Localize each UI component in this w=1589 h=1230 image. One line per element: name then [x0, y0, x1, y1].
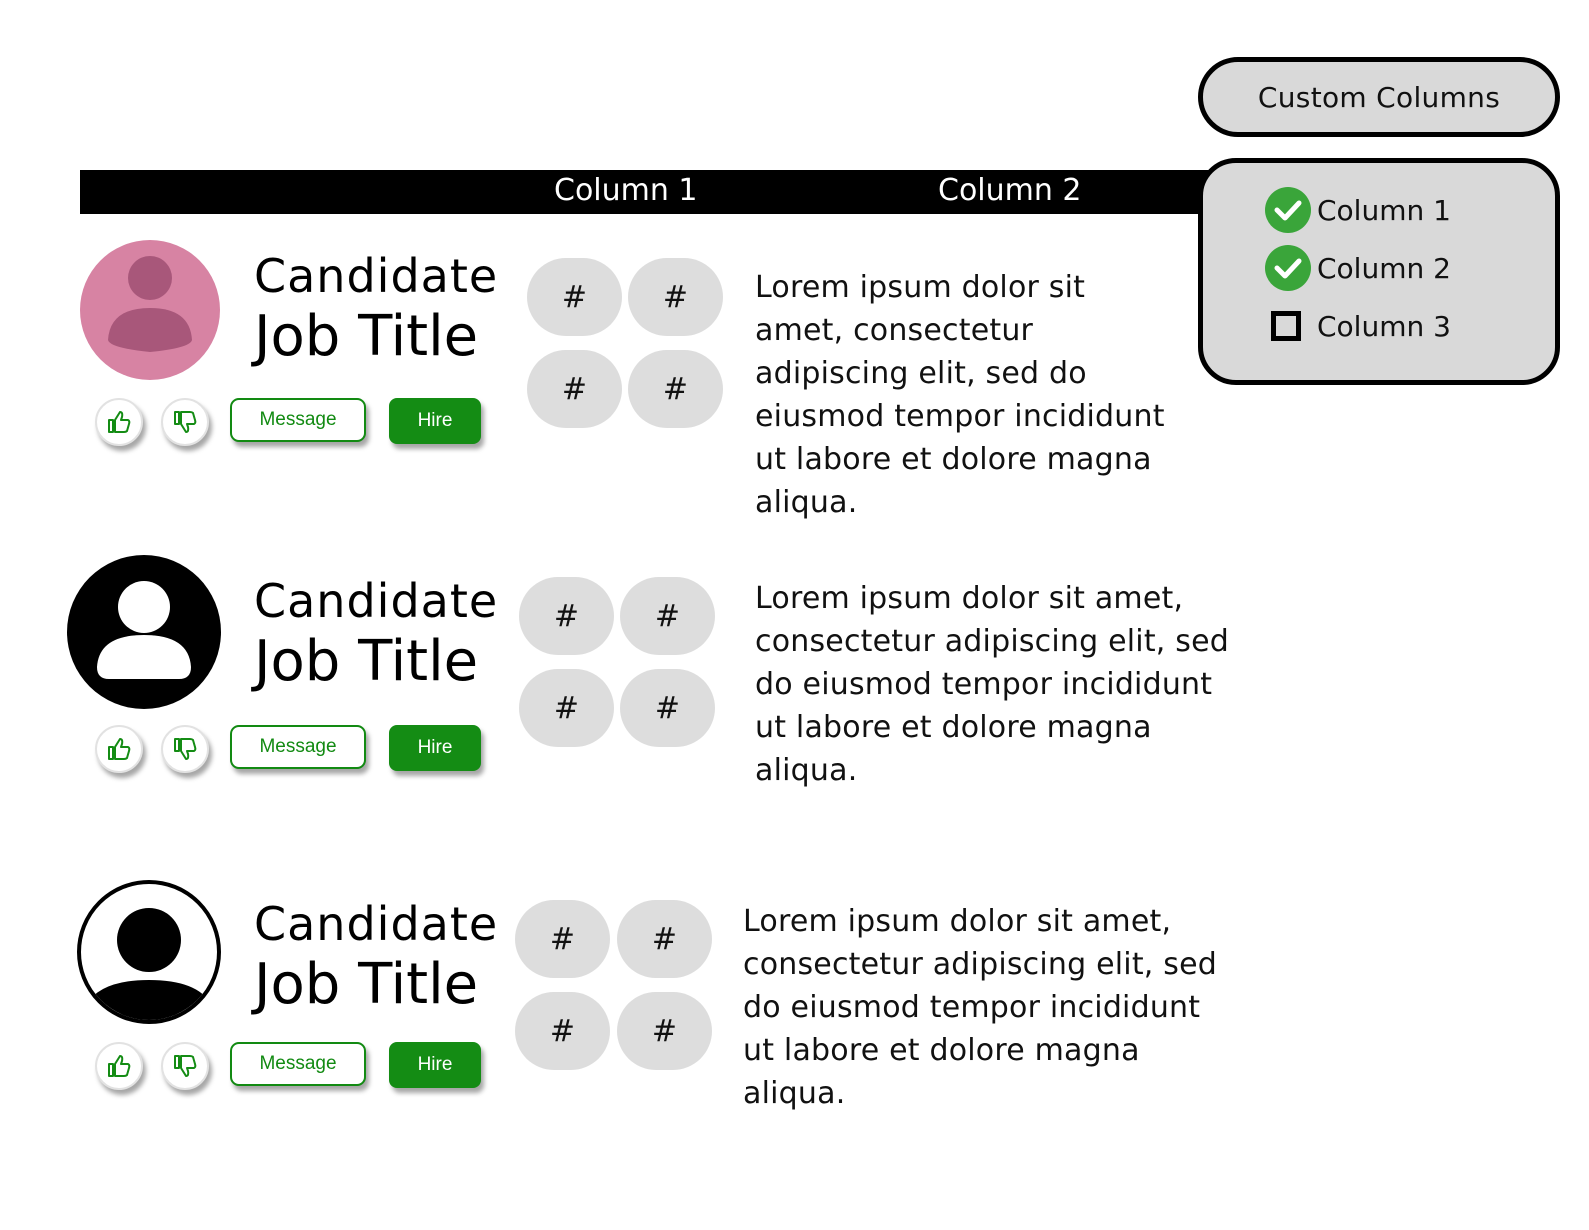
message-button[interactable]: Message: [230, 1042, 366, 1086]
checked-icon[interactable]: [1265, 245, 1311, 291]
stat-pill: #: [617, 900, 712, 978]
thumbs-up-button[interactable]: [95, 398, 143, 446]
thumbs-down-icon: [172, 409, 198, 435]
thumbs-down-icon: [172, 1053, 198, 1079]
column-option-label: Column 3: [1317, 309, 1451, 343]
stat-pill: #: [527, 258, 622, 336]
stat-pill: #: [620, 669, 715, 747]
candidate-description: Lorem ipsum dolor sit amet, consectetur adipiscing elit, sed do eiusmod tempor incididunt ut labore et dolore magna aliqua.: [755, 581, 1229, 788]
candidate-description: Lorem ipsum dolor sit amet, consectetur adipiscing elit, sed do eiusmod tempor incididunt ut labore et dolore magna aliqua.: [755, 270, 1165, 520]
thumbs-up-icon: [106, 409, 132, 435]
message-button[interactable]: Message: [230, 398, 366, 442]
thumbs-up-button[interactable]: [95, 725, 143, 773]
hire-button[interactable]: Hire: [389, 1042, 481, 1088]
thumbs-down-button[interactable]: [161, 1042, 209, 1090]
thumbs-up-icon: [106, 1053, 132, 1079]
candidate-row: [0, 880, 1589, 1180]
column-option-3[interactable]: [1265, 302, 1451, 350]
header-column-2: Column 2: [938, 173, 1082, 208]
candidate-name: Candidate: [254, 897, 499, 951]
candidate-name: Candidate: [254, 574, 499, 628]
thumbs-down-button[interactable]: [161, 398, 209, 446]
thumbs-down-icon: [172, 736, 198, 762]
column-option-1[interactable]: [1265, 186, 1451, 234]
custom-columns-dropdown: [1198, 158, 1560, 385]
stat-pill: #: [515, 900, 610, 978]
column-option-label: Column 2: [1317, 251, 1451, 285]
stat-pill: #: [519, 669, 614, 747]
checked-icon[interactable]: [1265, 187, 1311, 233]
column-option-label: Column 1: [1317, 193, 1451, 227]
stat-pill: #: [527, 350, 622, 428]
column-option-2[interactable]: [1265, 244, 1451, 292]
avatar: [77, 880, 221, 1024]
custom-columns-button[interactable]: Custom Columns: [1198, 57, 1560, 137]
candidate-name: Candidate: [254, 249, 499, 303]
stat-pill: #: [620, 577, 715, 655]
avatar: [80, 240, 220, 380]
hire-button[interactable]: Hire: [389, 398, 481, 444]
candidate-description: Lorem ipsum dolor sit amet, consectetur adipiscing elit, sed do eiusmod tempor incididunt ut labore et dolore magna aliqua.: [743, 904, 1217, 1111]
stat-pill: #: [519, 577, 614, 655]
candidate-row: [0, 555, 1589, 855]
header-column-1: Column 1: [554, 173, 698, 208]
stat-pill: #: [617, 992, 712, 1070]
stat-pill: #: [628, 350, 723, 428]
job-title: Job Title: [254, 304, 479, 369]
job-title: Job Title: [254, 952, 479, 1017]
thumbs-up-icon: [106, 736, 132, 762]
job-title: Job Title: [254, 629, 479, 694]
thumbs-down-button[interactable]: [161, 725, 209, 773]
hire-button[interactable]: Hire: [389, 725, 481, 771]
avatar: [67, 555, 221, 709]
thumbs-up-button[interactable]: [95, 1042, 143, 1090]
message-button[interactable]: Message: [230, 725, 366, 769]
table-header: [80, 170, 1220, 214]
unchecked-checkbox[interactable]: [1271, 311, 1301, 341]
stat-pill: #: [515, 992, 610, 1070]
stat-pill: #: [628, 258, 723, 336]
